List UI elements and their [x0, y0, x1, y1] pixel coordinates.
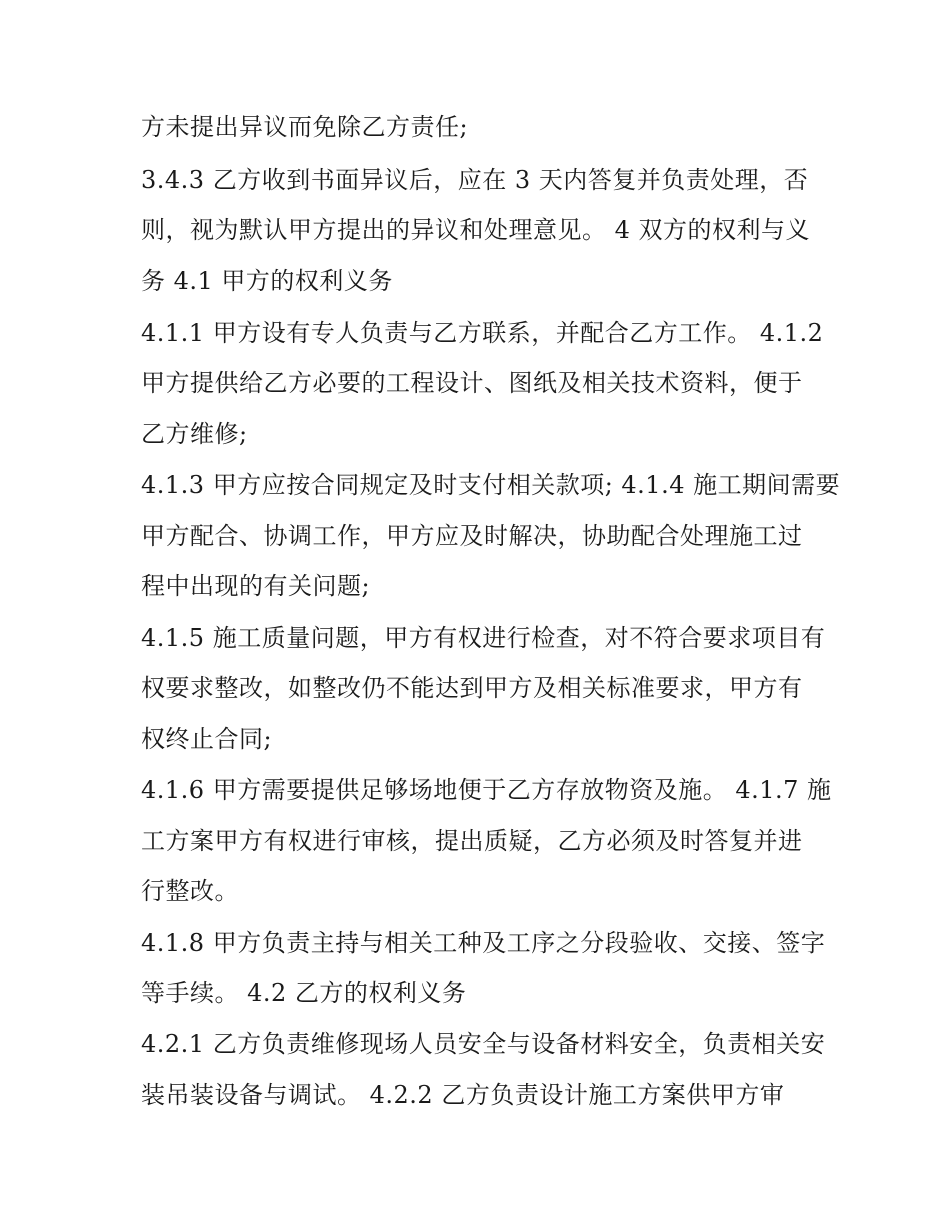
text-line: 4.1.1 甲方设有专人负责与乙方联系，并配合乙方工作。 4.1.2	[141, 319, 824, 347]
text-line: 4.1.3 甲方应按合同规定及时支付相关款项; 4.1.4 施工期间需要	[141, 471, 841, 499]
text-line: 程中出现的有关问题;	[141, 572, 371, 600]
text-line: 甲方提供给乙方必要的工程设计、图纸及相关技术资料，便于	[141, 369, 803, 397]
text-line: 工方案甲方有权进行审核，提出质疑，乙方必须及时答复并进	[141, 827, 803, 855]
text-line: 等手续。 4.2 乙方的权利义务	[141, 979, 467, 1007]
text-line: 装吊装设备与调试。 4.2.2 乙方负责设计施工方案供甲方审	[141, 1081, 785, 1109]
text-line: 权终止合同;	[141, 725, 273, 753]
text-line: 乙方维修;	[141, 420, 248, 448]
text-line: 则，视为默认甲方提出的异议和处理意见。 4 双方的权利与义	[141, 216, 811, 244]
text-line: 权要求整改，如整改仍不能达到甲方及相关标准要求，甲方有	[141, 674, 803, 702]
text-line: 甲方配合、协调工作，甲方应及时解决，协助配合处理施工过	[141, 522, 803, 550]
text-line: 4.1.6 甲方需要提供足够场地便于乙方存放物资及施。 4.1.7 施	[141, 776, 832, 804]
text-line: 方未提出异议而免除乙方责任;	[141, 113, 469, 141]
text-line: 4.1.5 施工质量问题，甲方有权进行检查，对不符合要求项目有	[141, 624, 826, 652]
text-line: 3.4.3 乙方收到书面异议后，应在 3 天内答复并负责处理，否	[141, 166, 809, 194]
text-line: 4.2.1 乙方负责维修现场人员安全与设备材料安全，负责相关安	[141, 1030, 826, 1058]
text-line: 务 4.1 甲方的权利义务	[141, 267, 393, 295]
text-line: 行整改。	[141, 877, 239, 905]
text-line: 4.1.8 甲方负责主持与相关工种及工序之分段验收、交接、签字	[141, 929, 826, 957]
